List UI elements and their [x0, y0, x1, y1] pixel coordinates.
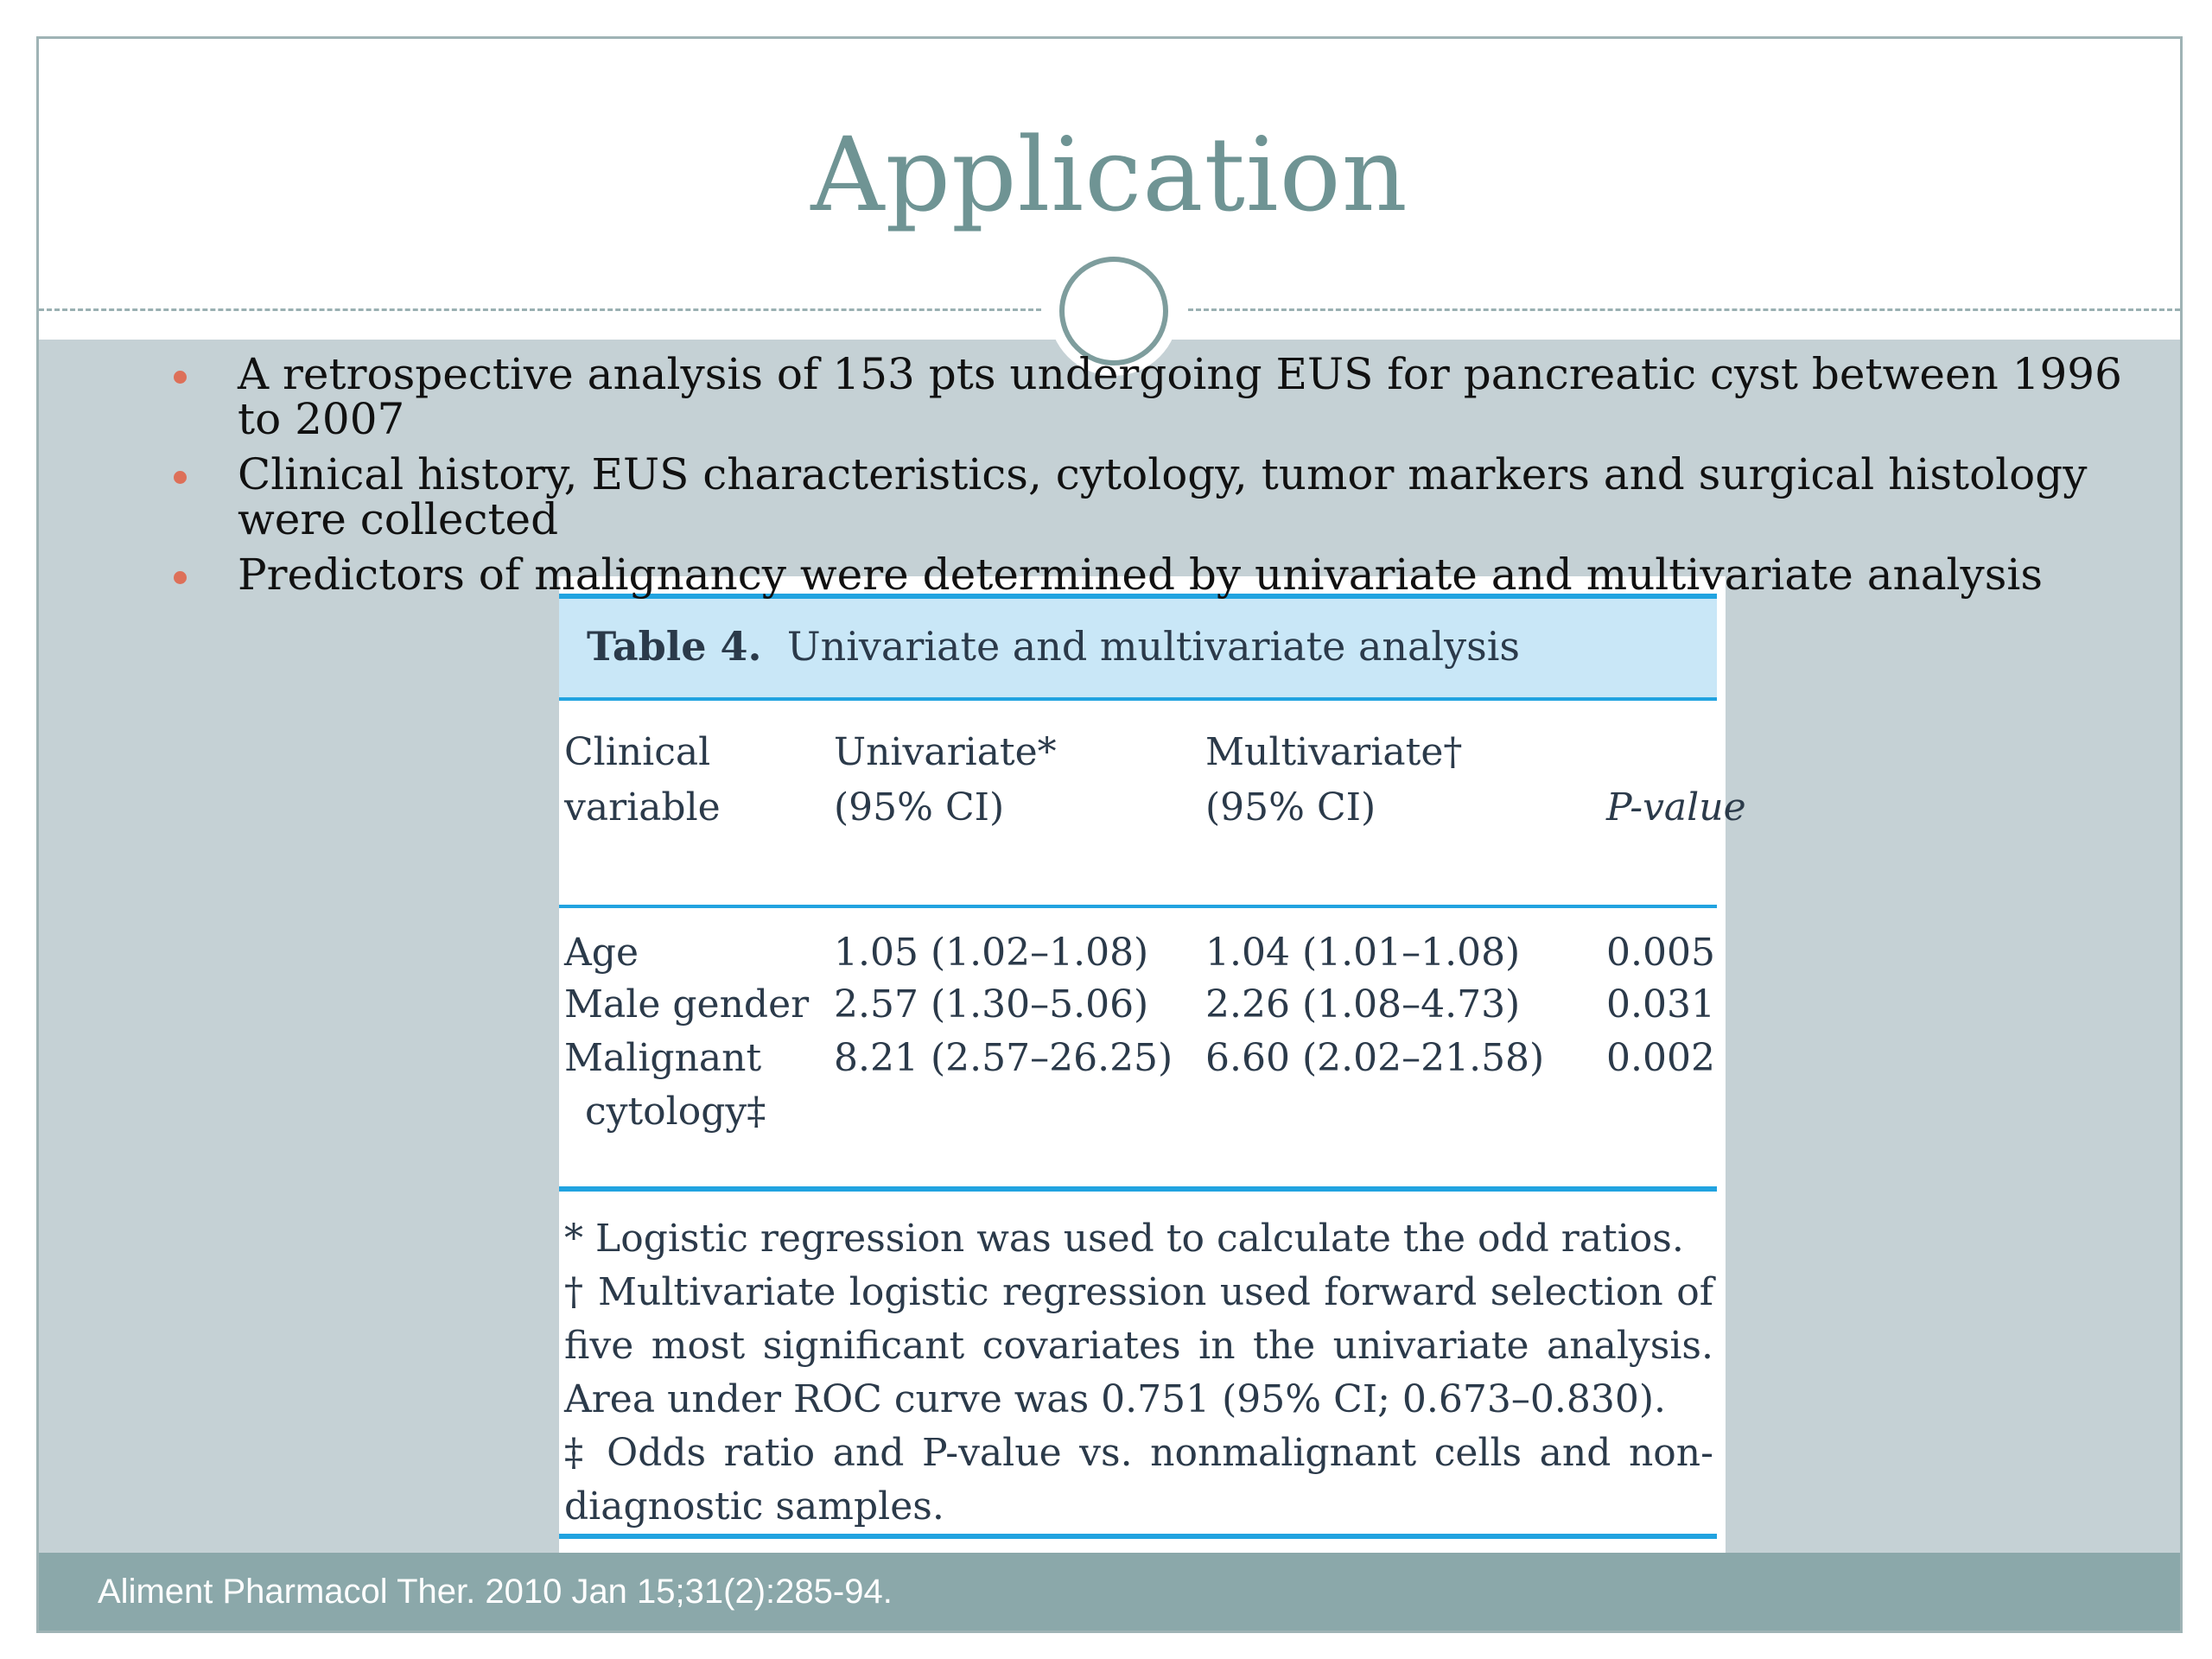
table-header-rule	[559, 905, 1717, 908]
row-gender-univariate: 2.57 (1.30–5.06)	[834, 982, 1149, 1027]
row-cytology-univariate: 8.21 (2.57–26.25)	[834, 1036, 1173, 1080]
slide	[36, 36, 2183, 1633]
slide-footer	[39, 1553, 2180, 1633]
bullet-item	[134, 349, 2139, 444]
row-cytology-multivariate: 6.60 (2.02–21.58)	[1205, 1036, 1545, 1080]
header-multivariate-line2: (95% CI)	[1205, 785, 1376, 830]
bullet-text: Predictors of malignancy were determined by univariate and multivariate analysis	[238, 550, 2044, 600]
footnote-3: ‡ Odds ratio and P-value vs. nonmalignant cells and non-diagnostic samples.	[564, 1431, 1713, 1529]
table-caption-label: Table 4.	[587, 623, 762, 670]
row-gender-variable: Male gender	[564, 982, 810, 1027]
bullet-dot-icon	[174, 471, 187, 484]
slide-title: Application	[810, 115, 1408, 234]
row-gender-pvalue: 0.031	[1606, 982, 1715, 1027]
header-univariate-line2: (95% CI)	[834, 785, 1005, 830]
header-divider-left	[39, 308, 1041, 311]
footnote-1: * Logistic regression was used to calculate the odd ratios.	[564, 1217, 1684, 1261]
header-multivariate-line1: Multivariate†	[1205, 730, 1463, 774]
bullet-text: A retrospective analysis of 153 pts undergoing EUS for pancreatic cyst between 1996 to 2007	[238, 349, 2122, 444]
bullet-text: Clinical history, EUS characteristics, cytology, tumor markers and surgical histology were collected	[238, 449, 2088, 544]
bullet-item	[134, 550, 2139, 600]
table-caption-rule	[559, 697, 1717, 701]
row-gender-multivariate: 2.26 (1.08–4.73)	[1205, 982, 1521, 1027]
footnote-2: † Multivariate logistic regression used forward selection of five most significant covariates in the univariate analysis. Area under ROC curve was 0.751 (95% CI; 0.673–0.830).	[564, 1270, 1713, 1421]
table-body-rule	[559, 1186, 1717, 1192]
table-caption-text: Univariate and multivariate analysis	[786, 623, 1521, 670]
header-divider-right	[1188, 308, 2180, 311]
row-cytology-variable-cont: cytology‡	[585, 1090, 766, 1134]
header-pvalue-line2: P-value	[1606, 785, 1746, 830]
table-bottom-rule	[559, 1534, 1717, 1539]
header-clinical-line1: Clinical	[564, 730, 711, 774]
bullet-dot-icon	[174, 371, 187, 384]
row-age-variable: Age	[564, 931, 639, 975]
header-univariate-line1: Univariate*	[834, 730, 1057, 774]
bullet-dot-icon	[174, 571, 187, 584]
bullet-item	[134, 449, 2139, 544]
table-caption	[559, 599, 1717, 697]
row-age-univariate: 1.05 (1.02–1.08)	[834, 931, 1149, 975]
header-clinical-line2: variable	[564, 785, 721, 830]
row-age-pvalue: 0.005	[1606, 931, 1715, 975]
citation-text: Aliment Pharmacol Ther. 2010 Jan 15;31(2):285-94.	[98, 1573, 893, 1611]
bullet-list	[134, 349, 2139, 607]
table-image	[559, 576, 1746, 1553]
row-cytology-variable: Malignant	[564, 1036, 762, 1080]
row-age-multivariate: 1.04 (1.01–1.08)	[1205, 931, 1521, 975]
row-cytology-pvalue: 0.002	[1606, 1036, 1715, 1080]
